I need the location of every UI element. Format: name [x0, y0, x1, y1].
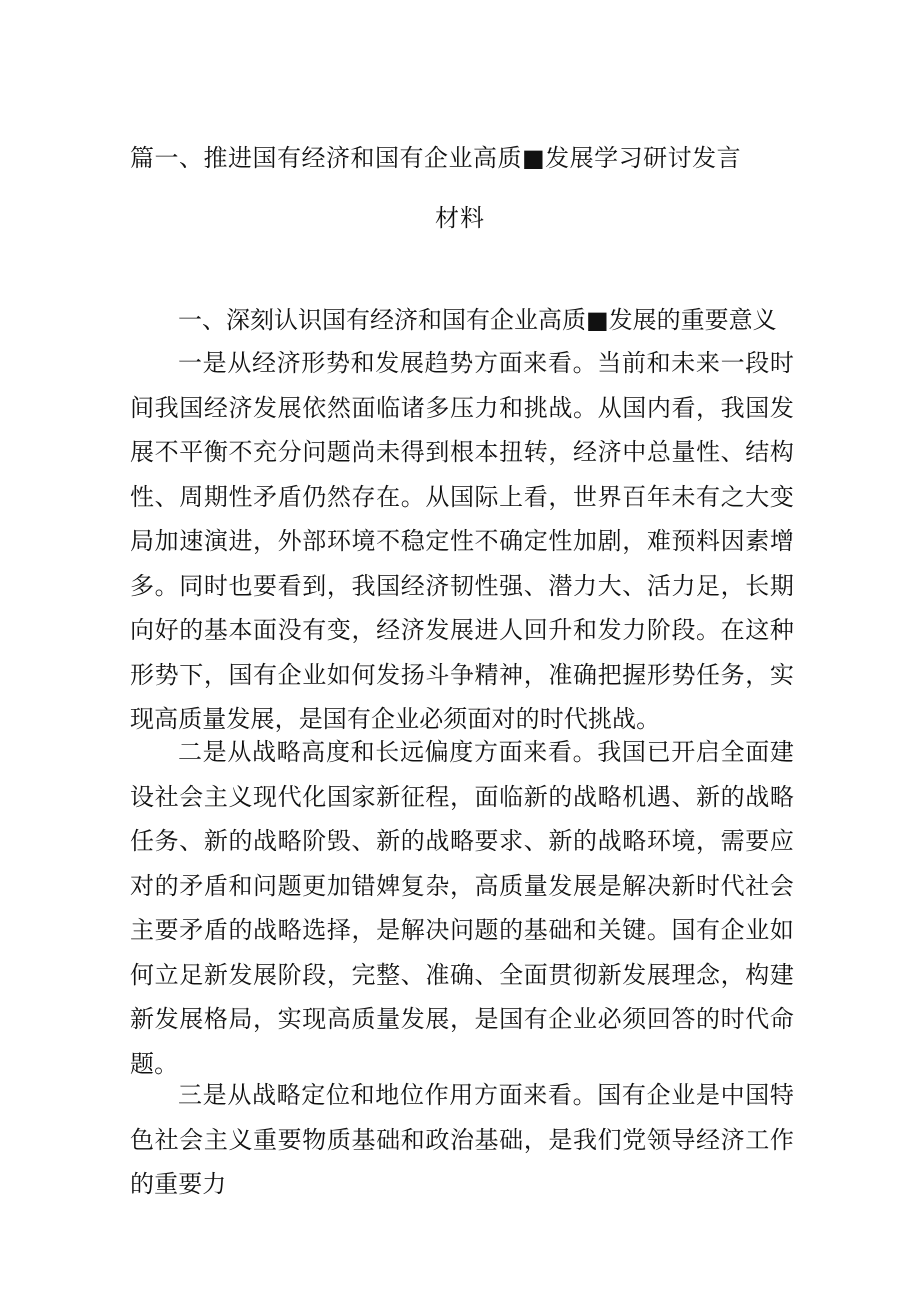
document-title: 篇一、推进国有经济和国有企业高质■发展学习研讨发言 [130, 144, 742, 172]
section-heading: 一、深刻认识国有经济和国有企业高质■发展的重要意义 [178, 306, 777, 334]
paragraph-economic-situation: 一是从经济形势和发展趋势方面来看。当前和未来一段时间我国经济发展依然面临诸多压力和挑战。从国内看，我国发展不平衡不充分问题尚未得到根本扭转，经济中总量性、结构性、周期性矛盾仍然存在。从国际上看，世界百年未有之大变局加速演进，外部环境不稳定性不确定性加剧，难预料因素增多。同时也要看到，我国经济韧性强、潜力大、活力足，长期向好的基本面没有变，经济发展进人回升和发力阶段。在这种形势下，国有企业如何发扬斗争精神，准确把握形势任务，实现高质量发展，是国有企业必须面对的时代挑战。 [130, 349, 794, 733]
document-title-continuation: 材料 [435, 204, 485, 232]
paragraph-strategic-positioning: 三是从战略定位和地位作用方面来看。国有企业是中国特色社会主义重要物质基础和政治基础，是我们党领导经济工作的重要力 [130, 1081, 794, 1198]
paragraph-strategic-height: 二是从战略高度和长远偏度方面来看。我国已开启全面建设社会主义现代化国家新征程，面临新的战略机遇、新的战略任务、新的战略阶毁、新的战略要求、新的战略环境，需要应对的矛盾和问题更加错婢复杂，高质量发展是解决新时代社会主要矛盾的战略选择，是解决问题的基础和关键。国有企业如何立足新发展阶段，完整、准确、全面贯彻新发展理念，构建新发展格局，实现高质量发展，是国有企业必须回答的时代命题。 [130, 738, 794, 1078]
